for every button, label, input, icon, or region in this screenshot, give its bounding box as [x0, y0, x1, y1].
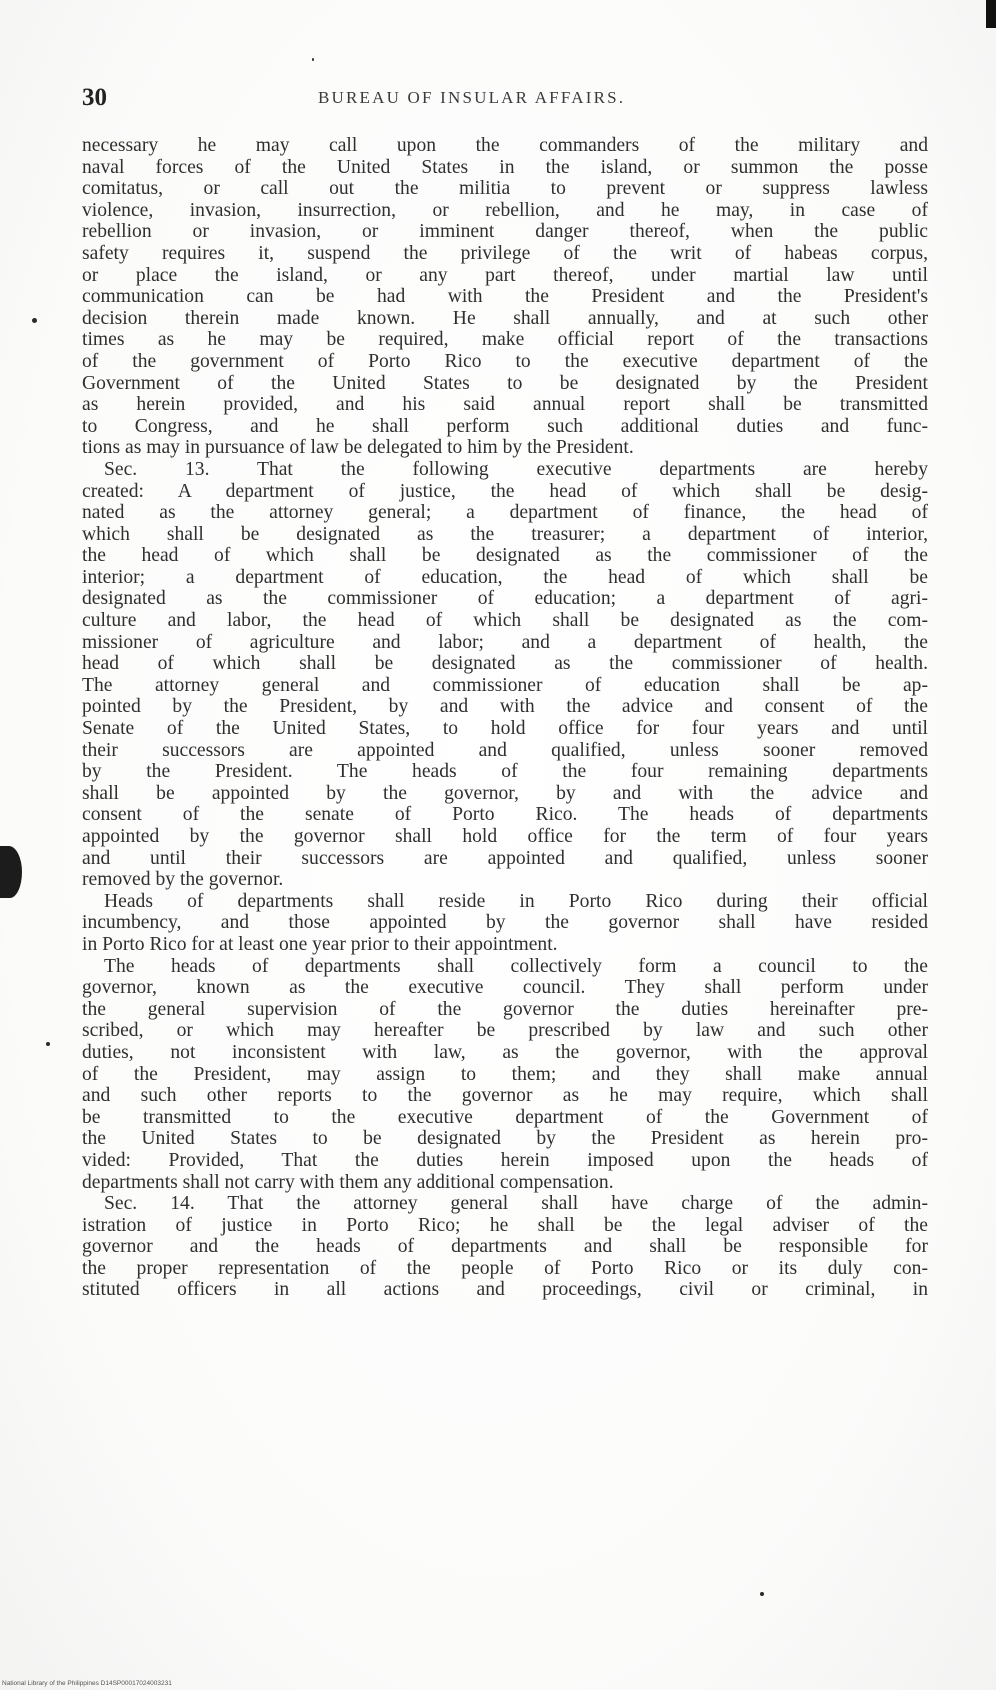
text-line: the proper representation of the people of Porto Rico or its duly con- [82, 1257, 928, 1279]
library-scan-stamp: National Library of the Philippines D14SP00017024003231 [2, 1680, 172, 1687]
text-line: Government of the United States to be designated by the President [82, 372, 928, 394]
text-line: of the government of Porto Rico to the executive department of the [82, 350, 928, 372]
text-line: istration of justice in Porto Rico; he shall be the legal adviser of the [82, 1214, 928, 1236]
text-line: of the President, may assign to them; and they shall make annual [82, 1063, 928, 1085]
text-line: The attorney general and commissioner of education shall be ap- [82, 674, 928, 696]
text-line: Sec. 14. That the attorney general shall have charge of the admin- [104, 1193, 928, 1215]
text-line: the United States to be designated by the President as herein pro- [82, 1128, 928, 1150]
text-line: by the President. The heads of the four remaining departments [82, 761, 928, 783]
text-line: missioner of agriculture and labor; and a department of health, the [82, 631, 928, 653]
running-head [82, 84, 930, 112]
text-line: duties, not inconsistent with law, as the governor, with the approval [82, 1041, 928, 1063]
text-line: the head of which shall be designated as the commissioner of the [82, 545, 928, 567]
text-line: be transmitted to the executive department of the Government of [82, 1106, 928, 1128]
text-line: shall be appointed by the governor, by and with the advice and [82, 782, 928, 804]
text-line: consent of the senate of Porto Rico. The heads of departments [82, 804, 928, 826]
text-line: culture and labor, the head of which shall be designated as the com- [82, 610, 928, 632]
text-line: stituted officers in all actions and proceedings, civil or criminal, in [82, 1279, 928, 1301]
text-line: and until their successors are appointed and qualified, unless sooner [82, 847, 928, 869]
text-line: naval forces of the United States in the island, or summon the posse [82, 156, 928, 178]
running-title: BUREAU OF INSULAR AFFAIRS. [318, 88, 626, 107]
text-line: comitatus, or call out the militia to prevent or suppress lawless [82, 178, 928, 200]
text-line: Senate of the United States, to hold office for four years and until [82, 718, 928, 740]
margin-speck [32, 318, 37, 323]
text-line: governor and the heads of departments and shall be responsible for [82, 1236, 928, 1258]
text-line: to Congress, and he shall perform such additional duties and func- [82, 415, 928, 437]
text-line: nated as the attorney general; a department of finance, the head of [82, 502, 928, 524]
text-line: Sec. 13. That the following executive departments are hereby [104, 458, 928, 480]
text-line: removed by the governor. [82, 869, 284, 891]
scan-corner-mark [986, 0, 996, 28]
text-line: as herein provided, and his said annual report shall be transmitted [82, 394, 928, 416]
text-line: designated as the commissioner of education; a department of agri- [82, 588, 928, 610]
text-line: pointed by the President, by and with the advice and consent of the [82, 696, 928, 718]
margin-speck [312, 58, 314, 61]
text-line: governor, known as the executive council. They shall perform under [82, 977, 928, 999]
margin-blot [0, 846, 22, 898]
text-line: interior; a department of education, the head of which shall be [82, 566, 928, 588]
text-line: necessary he may call upon the commanders of the military and [82, 135, 928, 156]
margin-speck [760, 1592, 764, 1596]
text-line: scribed, or which may hereafter be prescribed by law and such other [82, 1020, 928, 1042]
text-line: or place the island, or any part thereof, under martial law until [82, 264, 928, 286]
text-line: tions as may in pursuance of law be delegated to him by the President. [82, 437, 634, 459]
text-line: departments shall not carry with them any additional compensation. [82, 1171, 614, 1193]
text-line: rebellion or invasion, or imminent danger thereof, when the public [82, 221, 928, 243]
margin-speck [46, 1042, 50, 1046]
text-line: their successors are appointed and qualified, unless sooner removed [82, 739, 928, 761]
text-line: in Porto Rico for at least one year prior to their appointment. [82, 933, 558, 955]
page-number: 30 [82, 84, 107, 111]
text-line: The heads of departments shall collectively form a council to the [104, 955, 928, 977]
text-line: incumbency, and those appointed by the governor shall have resided [82, 912, 928, 934]
text-line: created: A department of justice, the head of which shall be desig- [82, 480, 928, 502]
text-line: violence, invasion, insurrection, or rebellion, and he may, in case of [82, 199, 928, 221]
text-line: vided: Provided, That the duties herein imposed upon the heads of [82, 1149, 928, 1171]
text-line: head of which shall be designated as the commissioner of health. [82, 653, 928, 675]
body-text [82, 135, 928, 1301]
text-line: safety requires it, suspend the privilege of the writ of habeas corpus, [82, 242, 928, 264]
text-line: the general supervision of the governor the duties hereinafter pre- [82, 998, 928, 1020]
text-line: times as he may be required, make official report of the transactions [82, 329, 928, 351]
text-line: Heads of departments shall reside in Porto Rico during their official [104, 890, 928, 912]
text-line: appointed by the governor shall hold office for the term of four years [82, 826, 928, 847]
text-line: communication can be had with the President and the President's [82, 286, 928, 308]
text-line: and such other reports to the governor as he may require, which shall [82, 1085, 928, 1107]
text-line: decision therein made known. He shall annually, and at such other [82, 307, 928, 329]
text-line: which shall be designated as the treasurer; a department of interior, [82, 523, 928, 545]
